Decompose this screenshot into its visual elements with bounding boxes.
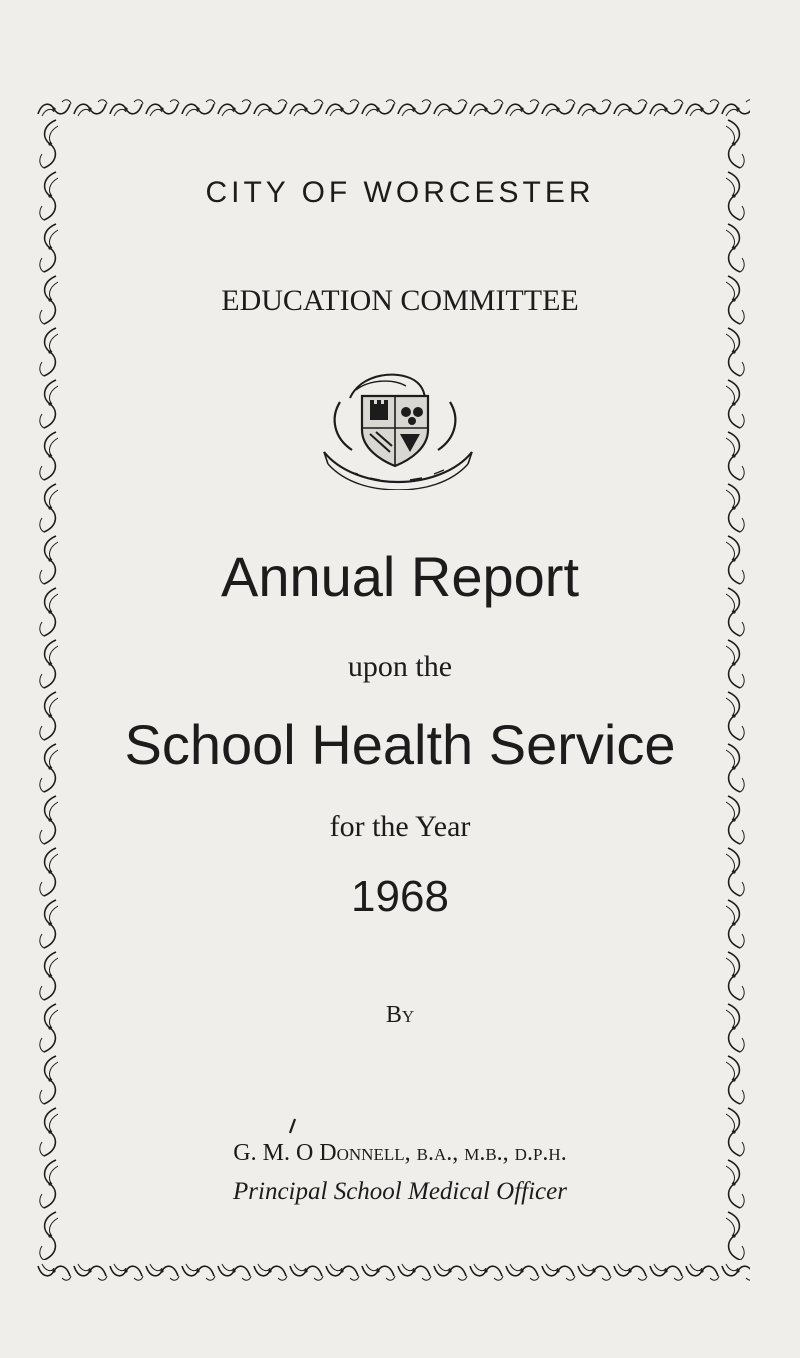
author-role: Principal School Medical Officer — [233, 1178, 567, 1205]
ornamental-border-top — [36, 96, 750, 122]
report-subject: School Health Service — [124, 713, 676, 776]
committee-name: EDUCATION COMMITTEE — [221, 284, 579, 317]
report-title: Annual Report — [220, 545, 579, 608]
by-label: By — [385, 1002, 415, 1028]
city-coat-of-arms-icon — [310, 368, 485, 490]
report-year: 1968 — [351, 872, 449, 921]
author-name: G. M. O Donnell, b.a., m.b., d.p.h. — [233, 1140, 567, 1166]
apostrophe-mark-icon — [288, 1118, 298, 1134]
period-label: for the Year — [329, 810, 471, 843]
ornamental-border-bottom — [36, 1258, 750, 1284]
title-connector: upon the — [347, 650, 453, 683]
city-name: CITY OF WORCESTER — [205, 176, 595, 209]
